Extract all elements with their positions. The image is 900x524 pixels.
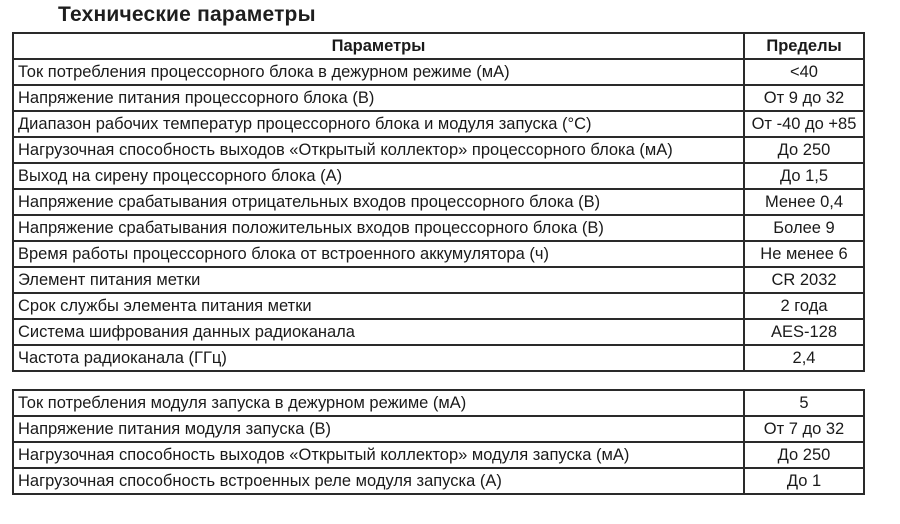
value-cell: Менее 0,4 — [744, 189, 864, 215]
table-row — [13, 293, 864, 319]
value-cell: 2 года — [744, 293, 864, 319]
param-cell: Срок службы элемента питания метки — [13, 293, 744, 319]
value-cell: Более 9 — [744, 215, 864, 241]
table-row — [13, 111, 864, 137]
header-limits: Пределы — [744, 33, 864, 59]
value-cell: Не менее 6 — [744, 241, 864, 267]
value-cell: <40 — [744, 59, 864, 85]
param-cell: Напряжение питания процессорного блока (В) — [13, 85, 744, 111]
launch-module-params-table — [12, 389, 865, 495]
table-row — [13, 390, 864, 416]
param-cell: Нагрузочная способность выходов «Открытый коллектор» процессорного блока (мА) — [13, 137, 744, 163]
table-row — [13, 163, 864, 189]
table-row — [13, 215, 864, 241]
table-row — [13, 137, 864, 163]
table-header-row — [13, 33, 864, 59]
processor-params-table — [12, 32, 865, 372]
header-params: Параметры — [13, 33, 744, 59]
value-cell: От -40 до +85 — [744, 111, 864, 137]
param-cell: Нагрузочная способность выходов «Открытый коллектор» модуля запуска (мА) — [13, 442, 744, 468]
table-row — [13, 85, 864, 111]
table-row — [13, 267, 864, 293]
table-row — [13, 319, 864, 345]
value-cell: AES-128 — [744, 319, 864, 345]
param-cell: Ток потребления процессорного блока в дежурном режиме (мА) — [13, 59, 744, 85]
param-cell: Диапазон рабочих температур процессорного блока и модуля запуска (°С) — [13, 111, 744, 137]
table-row — [13, 345, 864, 371]
table-row — [13, 189, 864, 215]
value-cell: До 1,5 — [744, 163, 864, 189]
value-cell: От 7 до 32 — [744, 416, 864, 442]
param-cell: Напряжение питания модуля запуска (В) — [13, 416, 744, 442]
param-cell: Частота радиоканала (ГГц) — [13, 345, 744, 371]
value-cell: От 9 до 32 — [744, 85, 864, 111]
param-cell: Напряжение срабатывания положительных входов процессорного блока (В) — [13, 215, 744, 241]
value-cell: До 250 — [744, 137, 864, 163]
page-title: Технические параметры — [58, 3, 316, 26]
param-cell: Выход на сирену процессорного блока (А) — [13, 163, 744, 189]
param-cell: Элемент питания метки — [13, 267, 744, 293]
table-row — [13, 241, 864, 267]
param-cell: Напряжение срабатывания отрицательных входов процессорного блока (В) — [13, 189, 744, 215]
value-cell: 5 — [744, 390, 864, 416]
value-cell: CR 2032 — [744, 267, 864, 293]
table-row — [13, 59, 864, 85]
table-row — [13, 468, 864, 494]
param-cell: Нагрузочная способность встроенных реле модуля запуска (А) — [13, 468, 744, 494]
value-cell: До 1 — [744, 468, 864, 494]
value-cell: До 250 — [744, 442, 864, 468]
param-cell: Система шифрования данных радиоканала — [13, 319, 744, 345]
table-row — [13, 416, 864, 442]
param-cell: Ток потребления модуля запуска в дежурном режиме (мА) — [13, 390, 744, 416]
value-cell: 2,4 — [744, 345, 864, 371]
table-row — [13, 442, 864, 468]
param-cell: Время работы процессорного блока от встроенного аккумулятора (ч) — [13, 241, 744, 267]
